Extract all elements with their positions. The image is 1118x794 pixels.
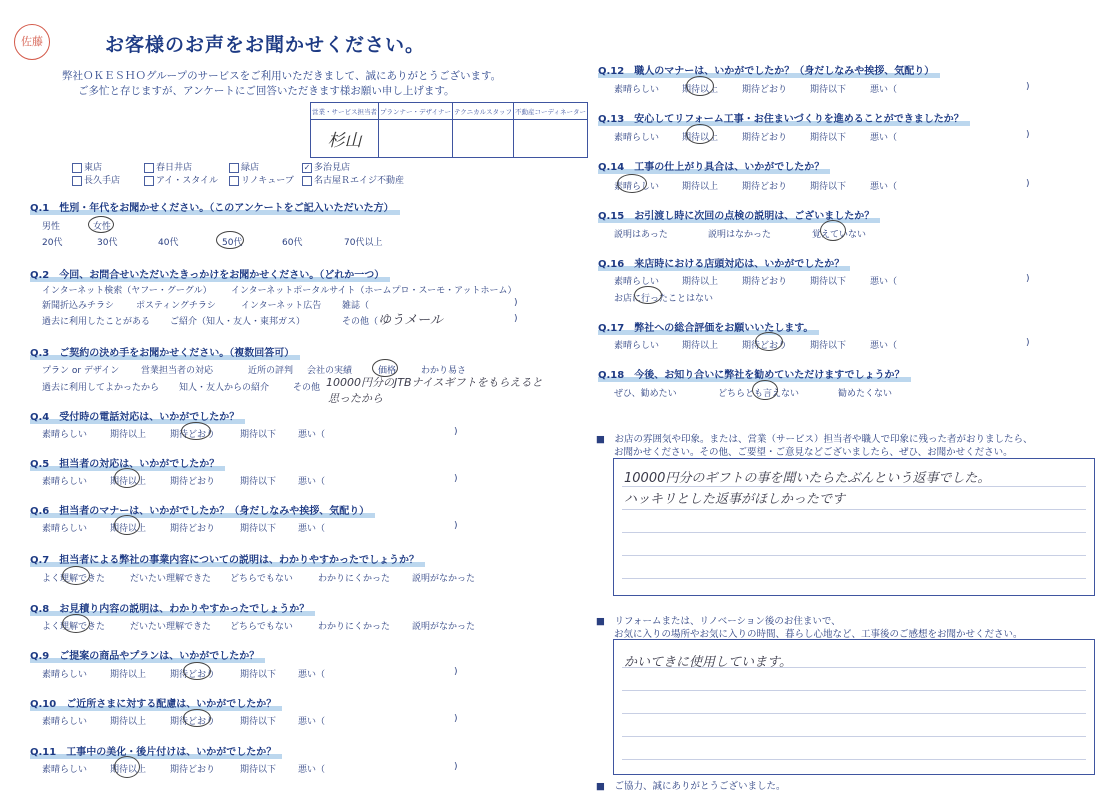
circle-mark xyxy=(216,231,244,249)
option[interactable]: 期待以上 xyxy=(682,277,719,287)
store-tajimi[interactable]: ✓ 多治見店 xyxy=(303,162,351,173)
option[interactable]: わかりにくかった xyxy=(318,622,391,632)
option[interactable]: 60代 xyxy=(282,238,303,248)
option[interactable]: 素晴らしい xyxy=(42,717,88,727)
option-selected[interactable]: 期待以上 xyxy=(110,524,147,534)
circle-mark xyxy=(114,515,140,535)
comment-prompt-1b: お聞かせください。その他、ご要望・ご意見などございましたら、ぜひ、お聞かせください。 xyxy=(614,447,1013,458)
staff-header: プランナー・デザイナー xyxy=(379,103,453,120)
option[interactable]: 期待どおり xyxy=(742,277,788,287)
staff-header: 営業・サービス担当者 xyxy=(311,103,379,120)
paren-close: ) xyxy=(454,427,458,437)
store-renocube[interactable]: リノキューブ xyxy=(229,173,294,186)
option[interactable]: だいたい理解できた xyxy=(130,574,212,584)
circle-mark xyxy=(617,174,647,193)
option[interactable]: 素晴らしい xyxy=(42,430,88,440)
option[interactable]: 期待どおり xyxy=(170,765,216,775)
option-selected[interactable]: 期待以上 xyxy=(110,765,147,775)
question-q2: Q.2 今回、お問合せいただいたきっかけをお聞かせください。（どれか一つ） xyxy=(30,266,384,281)
option-selected[interactable]: お店に行ったことはない xyxy=(614,294,714,304)
option-selected[interactable]: 覚えていない xyxy=(812,230,867,240)
option[interactable]: 期待以下 xyxy=(810,182,847,192)
paren-close: ) xyxy=(454,474,458,484)
option[interactable]: 期待以上 xyxy=(110,670,147,680)
option[interactable]: 期待どおり xyxy=(742,85,788,95)
option[interactable]: インターネットポータルサイト（ホームプロ・スーモ・アットホーム） xyxy=(231,286,517,296)
option[interactable]: 素晴らしい xyxy=(614,341,660,351)
option-selected[interactable]: その他 xyxy=(293,383,321,393)
question-q13: Q.13 安心してリフォーム工事・お住まいづくりを進めることができましたか？ xyxy=(598,110,964,125)
option[interactable]: ご紹介（知人・友人・東邦ガス） xyxy=(170,317,306,327)
staff-planner-cell xyxy=(379,120,453,158)
option[interactable]: 説明はあった xyxy=(614,230,668,240)
question-q7: Q.7 担当者による弊社の事業内容についての説明は、わかりやすかったでしょうか？ xyxy=(30,551,419,566)
option[interactable]: 期待以下 xyxy=(240,477,277,487)
handwritten-note: 10000円分のJTBナイスギフトをもらえると xyxy=(326,376,543,389)
option[interactable]: ぜひ、勧めたい xyxy=(614,389,677,399)
option[interactable]: 悪い（ xyxy=(298,430,326,440)
question-q10: Q.10 ご近所さまに対する配慮は、いかがでしたか？ xyxy=(30,695,276,710)
option[interactable]: 過去に利用してよかったから xyxy=(42,383,160,393)
option[interactable]: 悪い（ xyxy=(298,524,326,534)
question-q4: Q.4 受付時の電話対応は、いかがでしたか？ xyxy=(30,408,239,423)
option-selected[interactable]: どちらとも言えない xyxy=(718,389,800,399)
option[interactable]: 期待どおり xyxy=(742,133,788,143)
question-q8: Q.8 お見積り内容の説明は、わかりやすかったでしょうか？ xyxy=(30,600,309,615)
handwritten-note: ゆうメール xyxy=(378,313,443,328)
footer-thanks: ■ ご協力、誠にありがとうございました。 xyxy=(596,781,786,792)
option[interactable]: 期待以上 xyxy=(682,341,719,351)
circle-mark xyxy=(183,709,211,727)
circle-mark xyxy=(686,76,714,96)
question-q17: Q.17 弊社への総合評価をお願いいたします。 xyxy=(598,319,813,334)
option[interactable]: 期待以下 xyxy=(810,277,847,287)
option[interactable]: 悪い（ xyxy=(870,133,898,143)
store-midori[interactable]: 緑店 xyxy=(229,160,259,173)
comment-prompt-1: ■ お店の雰囲気や印象。または、営業（サービス）担当者や職人で印象に残った者がおりましたら、 xyxy=(596,434,1033,445)
comment-prompt-2b: お気に入りの場所やお気に入りの時間、暮らし心地など、工事後のご感想をお聞かせください。 xyxy=(614,629,1023,640)
option[interactable]: 悪い（ xyxy=(870,85,898,95)
circle-mark xyxy=(62,566,90,585)
staff-header: テクニカルスタッフ xyxy=(453,103,514,120)
option[interactable]: 期待以下 xyxy=(240,765,277,775)
option[interactable]: 知人・友人からの紹介 xyxy=(179,383,270,393)
option-selected[interactable]: 素晴らしい xyxy=(614,182,660,192)
option[interactable]: 素晴らしい xyxy=(614,133,660,143)
circle-mark xyxy=(88,216,114,233)
option[interactable]: 勧めたくない xyxy=(838,389,893,399)
staff-table xyxy=(310,102,588,158)
option[interactable]: 新聞折込みチラシ xyxy=(42,301,115,311)
option[interactable]: 40代 xyxy=(158,238,179,248)
option[interactable]: 期待以上 xyxy=(110,430,147,440)
paren-close: ) xyxy=(1026,82,1030,92)
question-q9: Q.9 ご提案の商品やプランは、いかがでしたか？ xyxy=(30,647,259,662)
option[interactable]: 70代以上 xyxy=(344,238,383,248)
option[interactable]: 悪い（ xyxy=(298,717,326,727)
question-q16: Q.16 来店時における店頭対応は、いかがでしたか？ xyxy=(598,255,844,270)
option[interactable]: 素晴らしい xyxy=(614,277,660,287)
intro-line-2: ご多忙と存じますが、アンケートにご回答いただきます様お願い申し上げます。 xyxy=(78,85,455,97)
circle-mark xyxy=(686,124,714,144)
option[interactable]: 期待どおり xyxy=(742,182,788,192)
option[interactable]: 期待どおり xyxy=(170,477,216,487)
staff-technical-cell xyxy=(453,120,514,158)
store-east[interactable]: 東店 xyxy=(72,160,102,173)
circle-mark xyxy=(183,662,211,680)
option[interactable]: 期待以下 xyxy=(810,85,847,95)
option[interactable]: 20代 xyxy=(42,238,63,248)
comment-box-2[interactable] xyxy=(613,639,1095,775)
paren-close: ) xyxy=(1026,338,1030,348)
option[interactable]: どちらでもない xyxy=(230,574,293,584)
question-q11: Q.11 工事中の美化・後片付けは、いかがでしたか？ xyxy=(30,743,276,758)
option[interactable]: わかり易さ xyxy=(421,366,467,376)
option[interactable]: 期待以下 xyxy=(240,670,277,680)
staff-header: 不動産コーディネーター xyxy=(513,103,587,120)
question-q1: Q.1 性別・年代をお聞かせください。（このアンケートをご記入いただいた方） xyxy=(30,199,394,214)
option[interactable]: 悪い（ xyxy=(298,765,326,775)
circle-mark xyxy=(755,332,783,351)
question-q6: Q.6 担当者のマナーは、いかがでしたか？（身だしなみや挨拶、気配り） xyxy=(30,502,369,517)
option[interactable]: 悪い（ xyxy=(870,277,898,287)
handwritten-note: 思ったから xyxy=(328,392,383,405)
option[interactable]: プラン or デザイン xyxy=(42,366,120,376)
option[interactable]: 近所の評判 xyxy=(248,366,294,376)
option[interactable]: 悪い（ xyxy=(298,670,326,680)
comment-answer-1: 10000円分のギフトの事を聞いたらたぶんという返事でした。 xyxy=(624,471,991,486)
store-nagakute[interactable]: 長久手店 xyxy=(72,173,120,186)
circle-mark xyxy=(62,614,90,633)
comment-box-1[interactable] xyxy=(613,458,1095,596)
paren-close: ) xyxy=(454,714,458,724)
option[interactable]: 期待以下 xyxy=(240,717,277,727)
option[interactable]: 期待以下 xyxy=(240,430,277,440)
paren-close: ) xyxy=(1026,179,1030,189)
option[interactable]: わかりにくかった xyxy=(318,574,391,584)
option-selected[interactable]: 期待以上 xyxy=(682,85,719,95)
option-selected[interactable]: 期待以上 xyxy=(110,477,147,487)
option[interactable]: 期待以上 xyxy=(682,182,719,192)
question-q18: Q.18 今後、お知り合いに弊社を勧めていただけますでしょうか？ xyxy=(598,366,905,381)
question-q5: Q.5 担当者の対応は、いかがでしたか？ xyxy=(30,455,219,470)
store-nagoya-r-age[interactable]: 名古屋Ｒエイジ不動産 xyxy=(302,173,404,186)
option[interactable]: 悪い（ xyxy=(298,477,326,487)
intro-line-1: 弊社ＯＫＥＳＨＯグループのサービスをご利用いただきまして、誠にありがとうございます。 xyxy=(62,70,502,82)
option[interactable]: 説明がなかった xyxy=(412,574,476,584)
option-selected[interactable]: 期待どおり xyxy=(170,430,216,440)
comment-answer-2: かいてきに使用しています。 xyxy=(624,655,792,670)
option[interactable]: 営業担当者の対応 xyxy=(141,366,214,376)
option[interactable]: どちらでもない xyxy=(230,622,293,632)
option[interactable]: だいたい理解できた xyxy=(130,622,212,632)
option-selected[interactable]: 期待どおり xyxy=(742,341,788,351)
option[interactable]: 期待以上 xyxy=(110,717,147,727)
option[interactable]: ポスティングチラシ xyxy=(136,301,216,311)
paren-close: ) xyxy=(1026,274,1030,284)
option[interactable]: 期待どおり xyxy=(170,524,216,534)
paren-close: ) xyxy=(454,667,458,677)
option[interactable]: 素晴らしい xyxy=(42,524,88,534)
staff-realestate-cell xyxy=(513,120,587,158)
option-selected[interactable]: 50代 xyxy=(222,238,243,248)
question-q12: Q.12 職人のマナーは、いかがでしたか？（身だしなみや挨拶、気配り） xyxy=(598,62,934,77)
paren-close: ) xyxy=(514,298,518,308)
page-title: お客様のお声をお聞かせください。 xyxy=(105,34,426,56)
option-selected[interactable]: 期待どおり xyxy=(170,670,216,680)
question-q14: Q.14 工事の仕上がり具合は、いかがでしたか？ xyxy=(598,158,824,173)
comment-prompt-2: ■ リフォームまたは、リノベーション後のお住まいで、 xyxy=(596,616,841,627)
option[interactable]: 会社の実績 xyxy=(307,366,353,376)
option-selected[interactable]: よく理解できた xyxy=(42,622,106,632)
option[interactable]: 素晴らしい xyxy=(614,85,660,95)
comment-answer-1b: ハッキリとした返事がほしかったです xyxy=(624,492,846,507)
option[interactable]: 男性 xyxy=(42,222,61,232)
option[interactable]: インターネット広告 xyxy=(241,301,322,311)
option[interactable]: 雑誌（ xyxy=(342,301,370,311)
option[interactable]: 素晴らしい xyxy=(42,765,88,775)
staff-sales-cell: 杉山 xyxy=(311,120,379,158)
option[interactable]: 説明はなかった xyxy=(708,230,772,240)
option-selected[interactable]: 女性 xyxy=(93,222,112,232)
option-selected[interactable]: 期待どおり xyxy=(170,717,216,727)
circle-mark xyxy=(181,422,211,440)
paren-close: ) xyxy=(454,762,458,772)
option[interactable]: 悪い（ xyxy=(870,341,898,351)
option-selected[interactable]: よく理解できた xyxy=(42,574,106,584)
circle-mark xyxy=(114,756,140,778)
question-q3: Q.3 ご契約の決め手をお聞かせください。（複数回答可） xyxy=(30,344,294,359)
stamp-seal: 佐藤 xyxy=(14,24,50,60)
question-q15: Q.15 お引渡し時に次回の点検の説明は、ございましたか？ xyxy=(598,207,874,222)
option[interactable]: 素晴らしい xyxy=(42,670,88,680)
option[interactable]: インターネット検索（ヤフー・グーグル） xyxy=(42,286,212,296)
option-selected[interactable]: その他（ xyxy=(342,317,379,327)
circle-mark xyxy=(634,286,662,304)
option[interactable]: 30代 xyxy=(97,238,118,248)
option[interactable]: 期待以下 xyxy=(240,524,277,534)
option[interactable]: 過去に利用したことがある xyxy=(42,317,151,327)
paren-close: ) xyxy=(454,521,458,531)
option-selected[interactable]: 期待以上 xyxy=(682,133,719,143)
circle-mark xyxy=(820,220,846,241)
store-istyle[interactable]: アイ・スタイル xyxy=(144,173,218,186)
option[interactable]: 期待以下 xyxy=(810,341,847,351)
option[interactable]: 素晴らしい xyxy=(42,477,88,487)
option[interactable]: 説明がなかった xyxy=(412,622,476,632)
circle-mark xyxy=(114,468,140,488)
option[interactable]: 期待以下 xyxy=(810,133,847,143)
option-selected[interactable]: 価格 xyxy=(378,366,397,376)
paren-close: ) xyxy=(514,314,518,324)
store-kasugai[interactable]: 春日井店 xyxy=(144,160,192,173)
circle-mark xyxy=(752,380,778,400)
paren-close: ) xyxy=(1026,130,1030,140)
option[interactable]: 悪い（ xyxy=(870,182,898,192)
